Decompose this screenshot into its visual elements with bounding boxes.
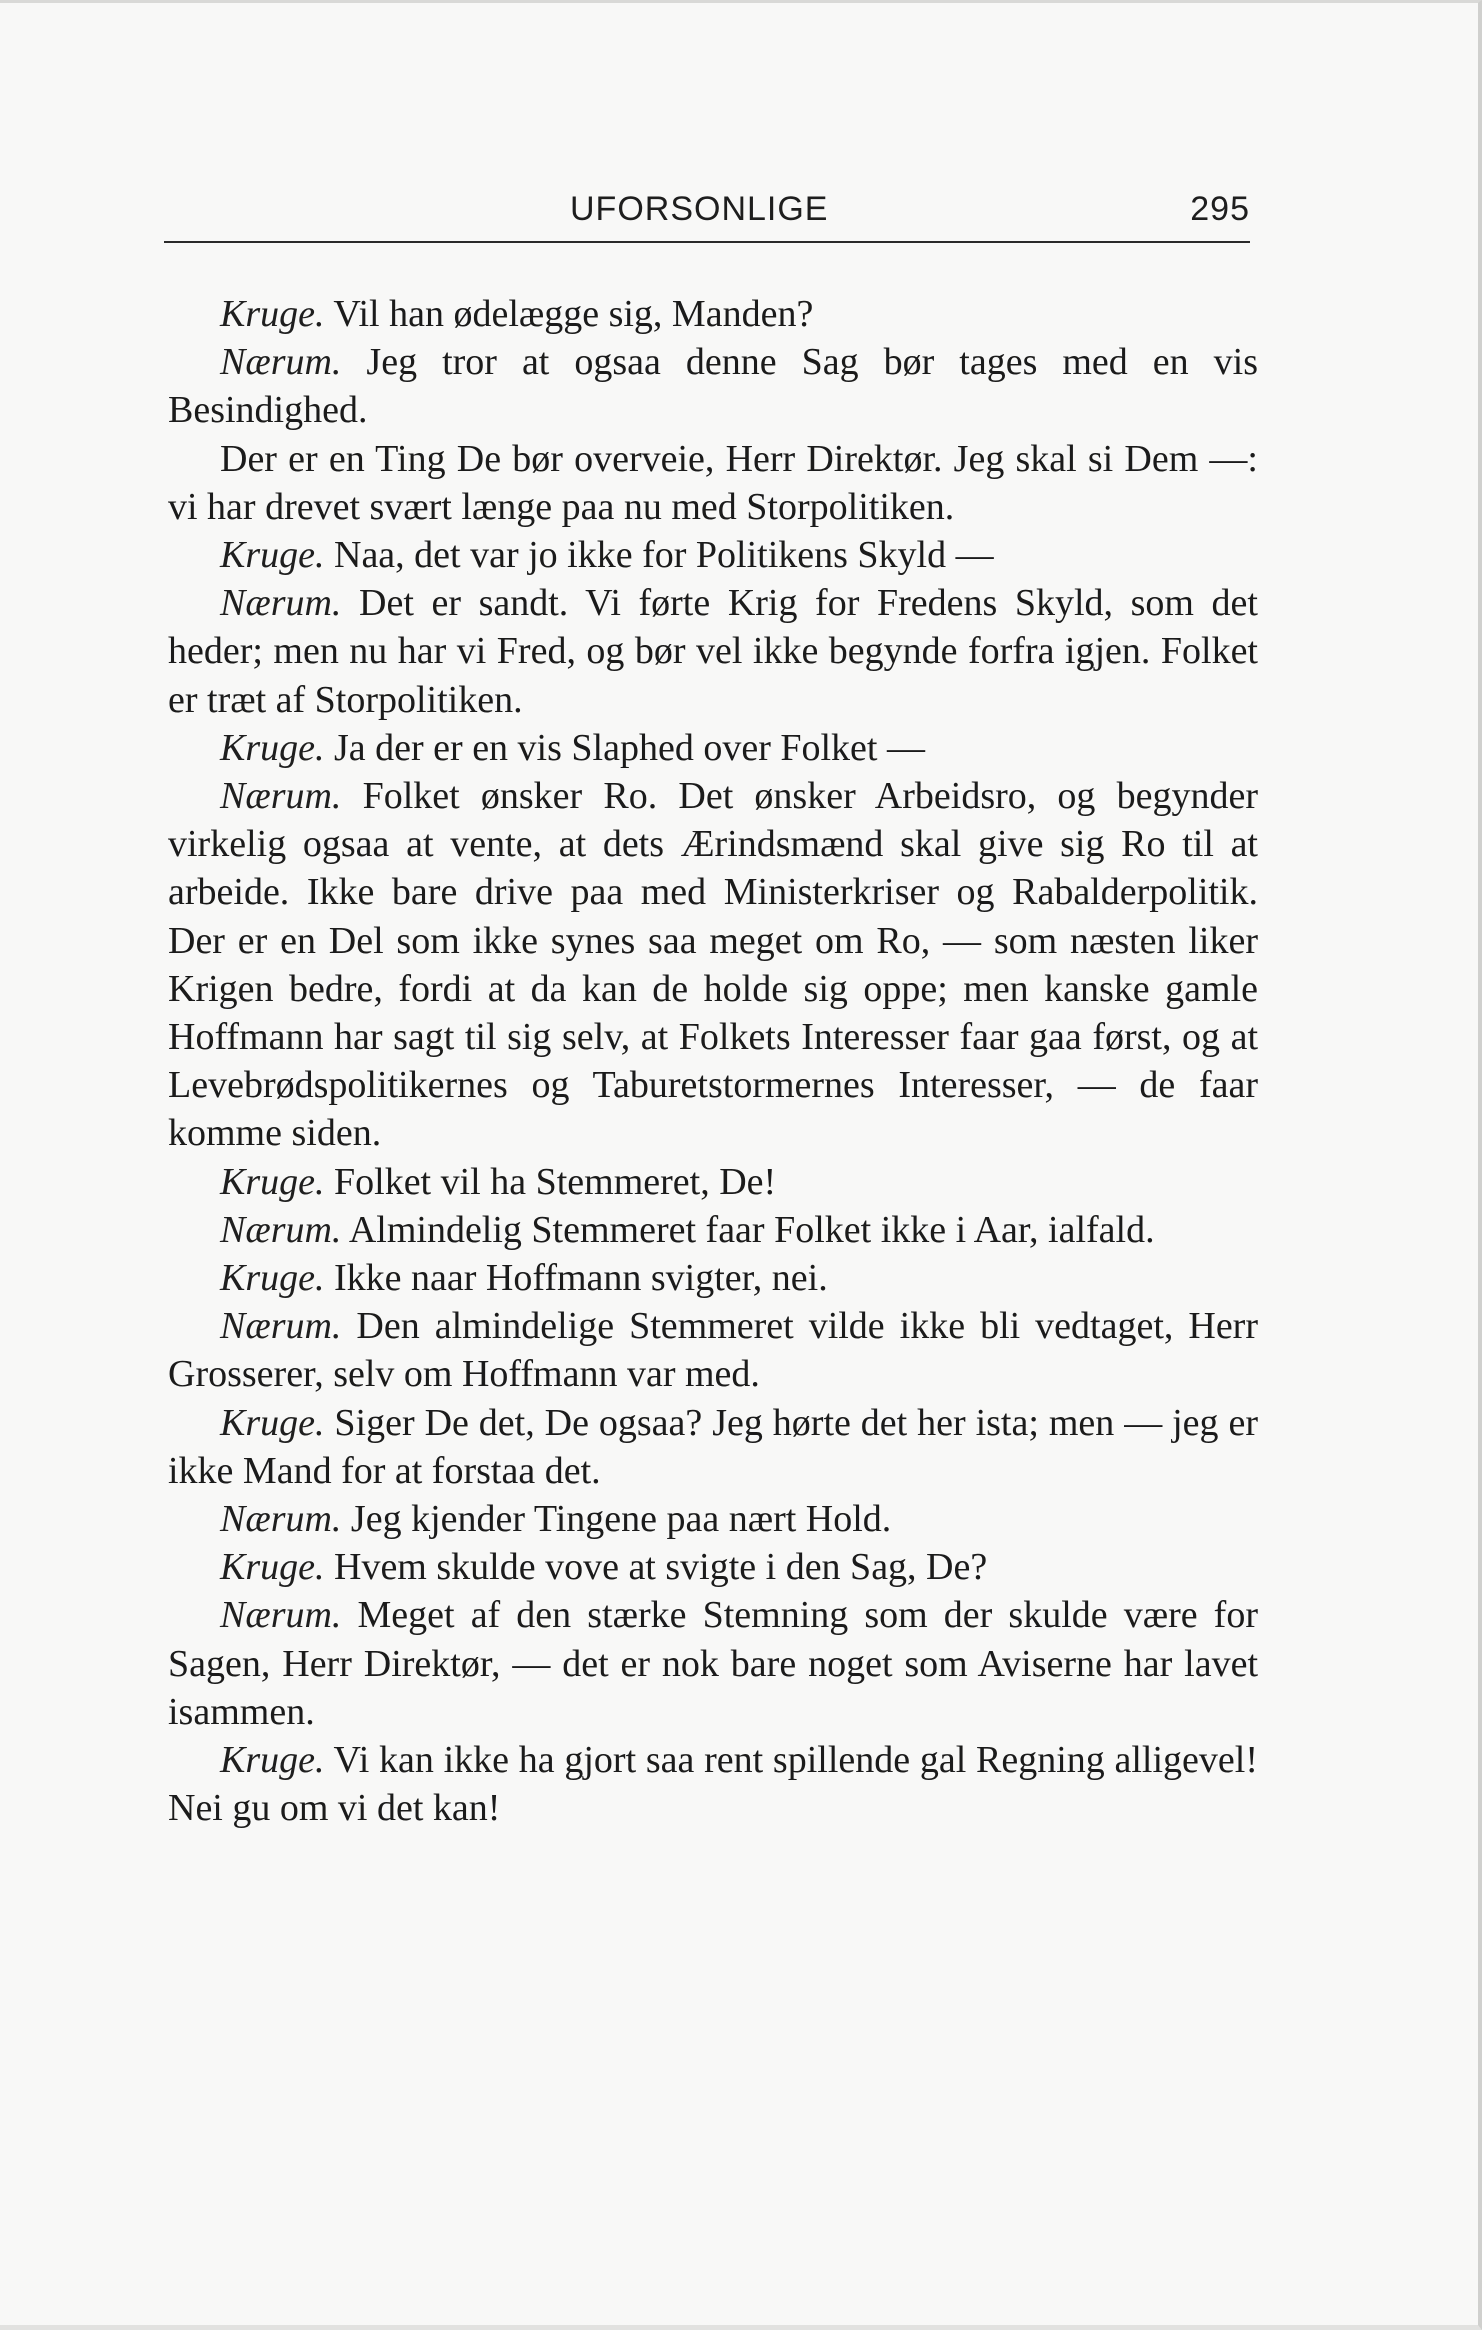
spoken-text: Ja der er en vis Slaphed over Folket —: [324, 726, 925, 769]
speaker-name: Kruge.: [220, 1257, 325, 1300]
speaker-name: Nærum.: [220, 341, 342, 384]
dialogue-paragraph: [168, 290, 1258, 338]
dialogue-paragraph: [168, 1254, 1258, 1302]
speaker-name: Nærum.: [220, 1305, 342, 1348]
spoken-text: Der er en Ting De bør overveie, Herr Direktør. Jeg skal si Dem —: vi har drevet svært længe paa nu med Storpolitiken.: [168, 437, 1258, 528]
speaker-name: Nærum.: [220, 1498, 342, 1541]
dialogue-paragraph: [168, 1158, 1258, 1206]
speaker-name: Kruge.: [220, 534, 325, 577]
spoken-text: Den almindelige Stemmeret vilde ikke bli vedtaget, Herr Grosserer, selv om Hoffmann var med.: [168, 1305, 1258, 1396]
header-rule: [164, 241, 1250, 243]
speaker-name: Kruge.: [220, 293, 325, 335]
page-number: 295: [1190, 190, 1250, 228]
dialogue-paragraph: [168, 1736, 1258, 1832]
running-title: UFORSONLIGE: [570, 190, 829, 228]
dialogue-paragraph: [168, 1302, 1258, 1398]
spoken-text: Vi kan ikke ha gjort saa rent spillende gal Regning alligevel! Nei gu om vi det kan!: [168, 1739, 1258, 1830]
page-header: [164, 188, 1250, 244]
dialogue-text: [168, 290, 1258, 1833]
dialogue-paragraph: [168, 1399, 1258, 1495]
speaker-name: Kruge.: [220, 1739, 325, 1782]
spoken-text: Folket ønsker Ro. Det ønsker Arbeidsro, og begynder virkelig ogsaa at vente, at dets Ærindsmænd skal give sig Ro til at arbeide. Ikke bare drive paa med Ministerkriser og Rabalderpolitik. Der er en Del som ikke synes saa meget om Ro, — som næsten liker Krigen bedre, fordi at da kan de holde sig oppe; men kanske gamle Hoffmann har sagt til sig selv, at Folkets Interesser faar gaa først, og at Levebrødspolitikernes og Taburetstormernes Interesser, — de faar komme siden.: [168, 775, 1258, 1155]
spoken-text: Det er sandt. Vi førte Krig for Fredens Skyld, som det heder; men nu har vi Fred, og bør vel ikke begynde forfra igjen. Folket er træt af Storpolitiken.: [168, 582, 1258, 721]
spoken-text: Vil han ødelægge sig, Manden?: [324, 293, 814, 335]
spoken-text: Meget af den stærke Stemning som der skulde være for Sagen, Herr Direktør, — det er nok bare noget som Aviserne har lavet isammen.: [168, 1594, 1258, 1733]
dialogue-paragraph: [168, 531, 1258, 579]
spoken-text: Hvem skulde vove at svigte i den Sag, De?: [324, 1546, 988, 1589]
dialogue-paragraph: [168, 772, 1258, 1158]
spoken-text: Jeg tror at ogsaa denne Sag bør tages med en vis Besindighed.: [168, 341, 1258, 432]
speaker-name: Nærum.: [220, 1208, 342, 1251]
dialogue-paragraph: [168, 338, 1258, 434]
spoken-text: Siger De det, De ogsaa? Jeg hørte det her ista; men — jeg er ikke Mand for at forstaa det.: [168, 1401, 1258, 1492]
dialogue-paragraph: [168, 1206, 1258, 1254]
dialogue-paragraph: [168, 435, 1258, 531]
dialogue-paragraph: [168, 1495, 1258, 1543]
spoken-text: Naa, det var jo ikke for Politikens Skyld —: [324, 534, 994, 577]
speaker-name: Nærum.: [220, 775, 342, 818]
dialogue-paragraph: [168, 1543, 1258, 1591]
speaker-name: Kruge.: [220, 1546, 325, 1589]
speaker-name: Nærum.: [220, 1594, 342, 1637]
spoken-text: Folket vil ha Stemmeret, De!: [324, 1160, 777, 1203]
spoken-text: Ikke naar Hoffmann svigter, nei.: [324, 1257, 828, 1300]
speaker-name: Kruge.: [220, 1401, 325, 1444]
dialogue-paragraph: [168, 724, 1258, 772]
speaker-name: Kruge.: [220, 1160, 325, 1203]
dialogue-paragraph: [168, 1591, 1258, 1736]
spoken-text: Almindelig Stemmeret faar Folket ikke i Aar, ialfald.: [341, 1208, 1155, 1251]
speaker-name: Kruge.: [220, 726, 325, 769]
spoken-text: Jeg kjender Tingene paa nært Hold.: [341, 1498, 892, 1541]
dialogue-paragraph: [168, 579, 1258, 724]
speaker-name: Nærum.: [220, 582, 342, 625]
